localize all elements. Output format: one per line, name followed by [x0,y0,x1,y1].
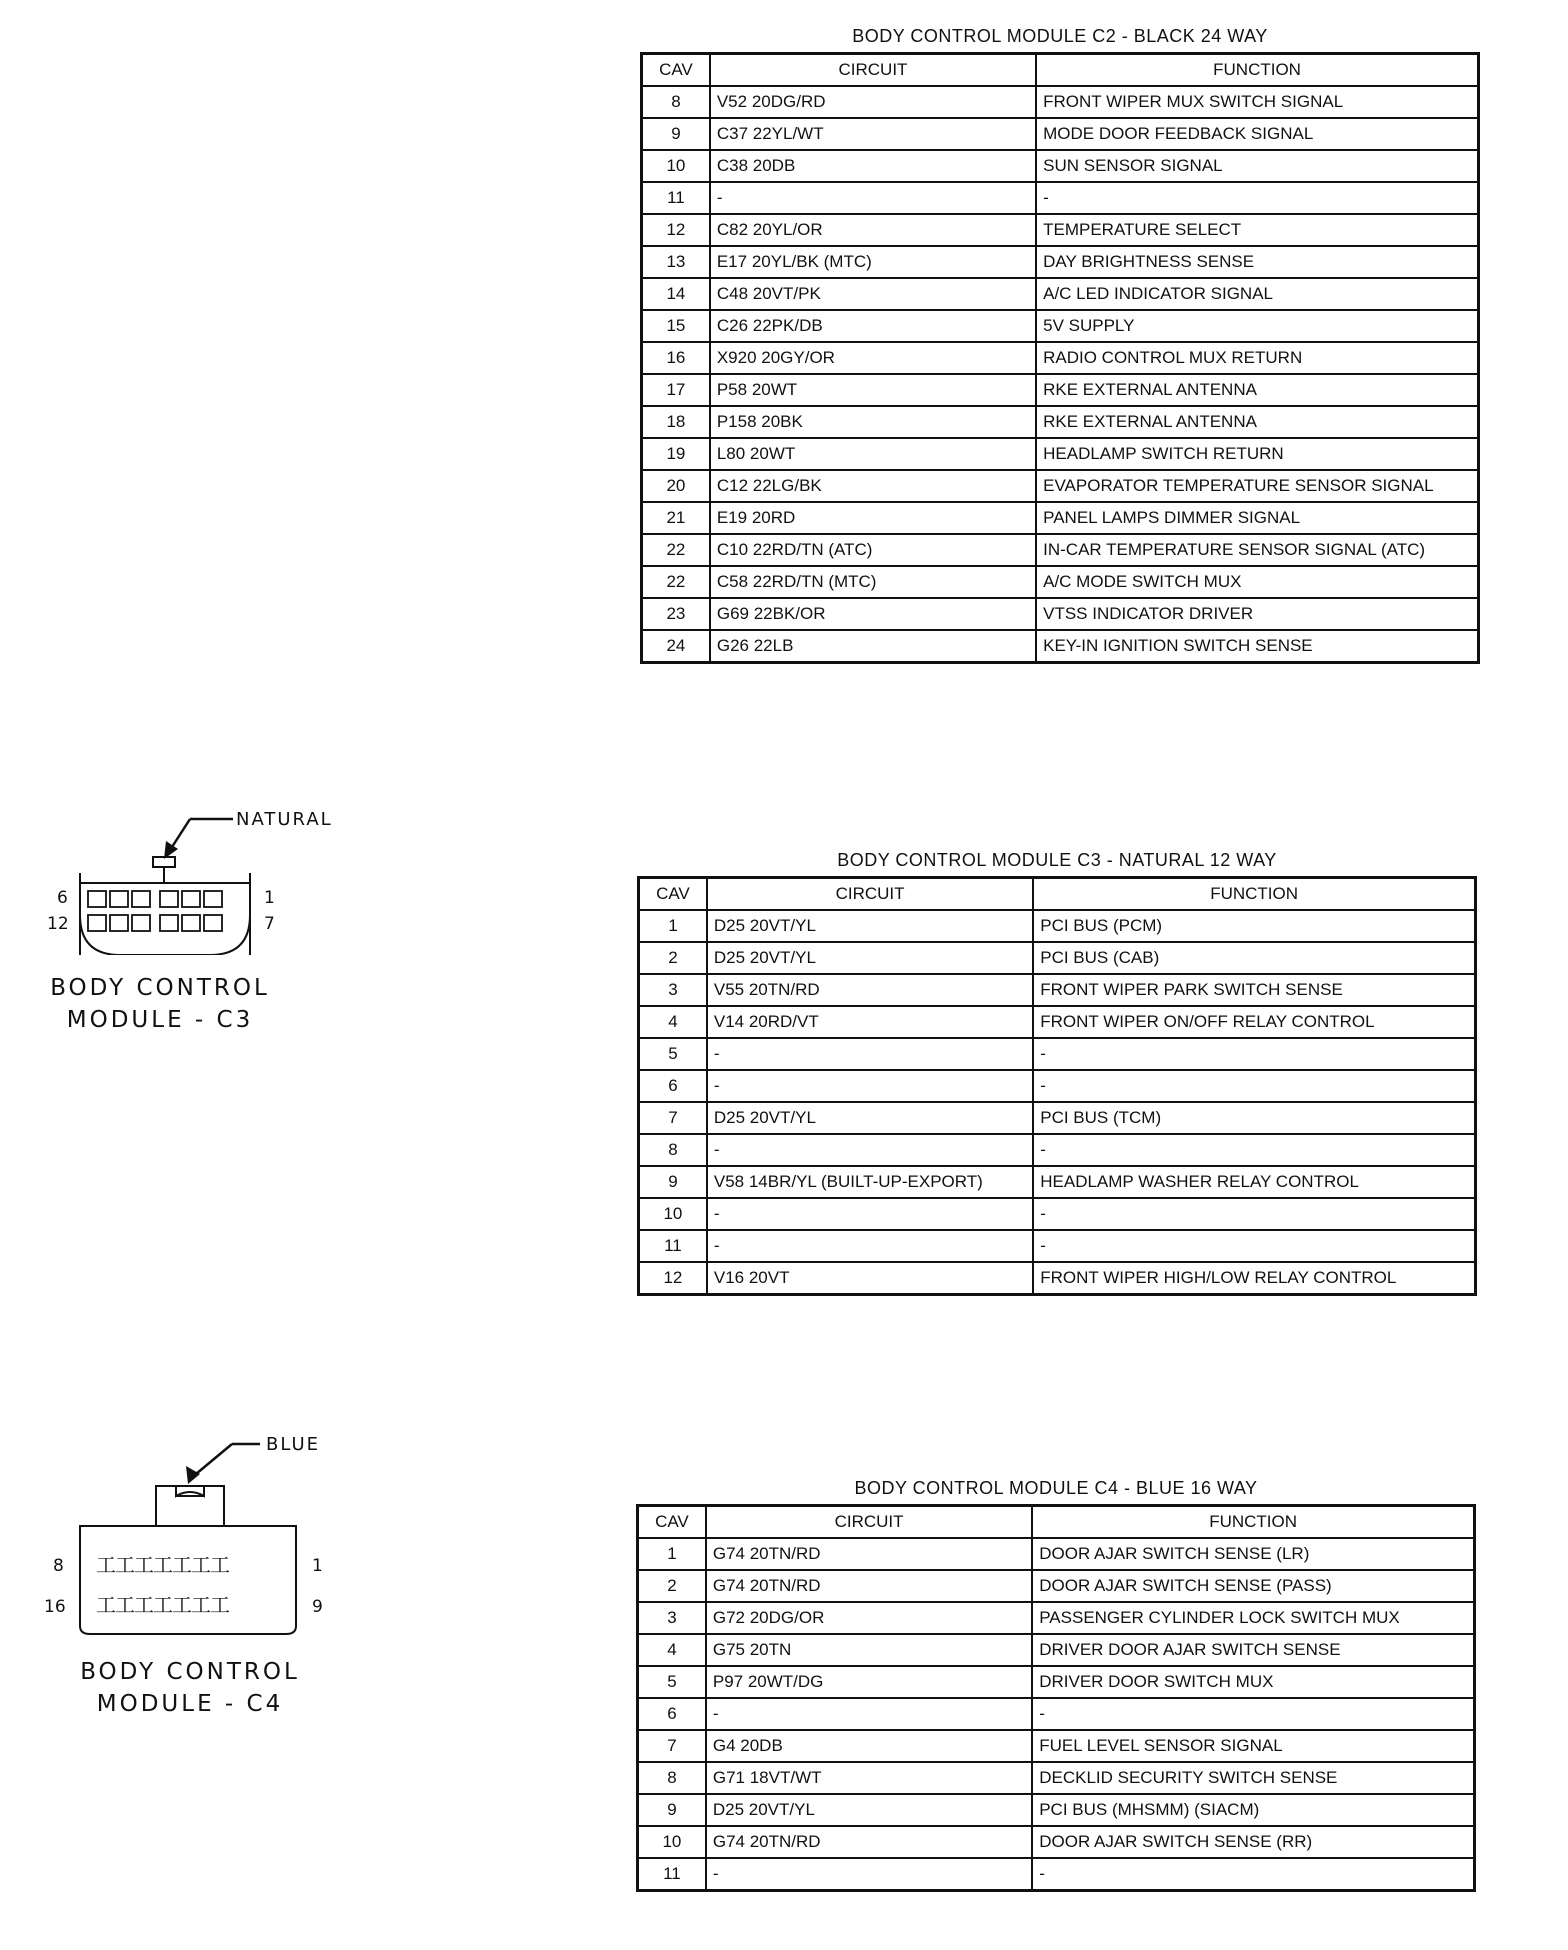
table-row [638,1570,1475,1602]
c4-terminal-rows [96,1553,230,1617]
function-cell: MODE DOOR FEEDBACK SIGNAL [1036,118,1478,150]
c4-name-line1: BODY CONTROL [80,1659,300,1685]
function-cell: - [1033,1134,1475,1166]
circuit-cell: - [707,1134,1033,1166]
table-row [638,1762,1475,1794]
c3-name-line1: BODY CONTROL [50,975,270,1001]
cav-cell: 19 [642,438,710,470]
cav-cell: 3 [639,974,707,1006]
table-row [638,1538,1475,1570]
circuit-cell: P158 20BK [710,406,1036,438]
function-cell: FRONT WIPER MUX SWITCH SIGNAL [1036,86,1478,118]
cav-cell: 22 [642,566,710,598]
function-cell: PANEL LAMPS DIMMER SIGNAL [1036,502,1478,534]
table-row [638,1858,1475,1891]
table-row [638,1698,1475,1730]
c4-table-title: BODY CONTROL MODULE C4 - BLUE 16 WAY [854,1478,1258,1498]
cav-cell: 8 [639,1134,707,1166]
circuit-cell: V16 20VT [707,1262,1033,1295]
c4-name-line2: MODULE - C4 [96,1691,284,1717]
c4-arrow-head [186,1466,200,1484]
svg-text:工工工工工工工: 工工工工工工工 [96,1553,229,1577]
circuit-cell: G71 18VT/WT [706,1762,1032,1794]
function-cell: RKE EXTERNAL ANTENNA [1036,374,1478,406]
function-cell: PCI BUS (TCM) [1033,1102,1475,1134]
function-cell: PCI BUS (PCM) [1033,910,1475,942]
table-row [639,1134,1476,1166]
circuit-cell: - [706,1858,1032,1891]
c4-pin-9-label: 9 [312,1597,323,1617]
circuit-cell: V58 14BR/YL (BUILT-UP-EXPORT) [707,1166,1033,1198]
c4-connector-diagram [60,1430,320,1640]
circuit-cell: P58 20WT [710,374,1036,406]
c3-connector-name [40,972,280,1036]
c4-pin-1-label: 1 [312,1556,323,1576]
circuit-cell: G74 20TN/RD [706,1538,1032,1570]
cav-cell: 13 [642,246,710,278]
function-cell: DRIVER DOOR SWITCH MUX [1032,1666,1474,1698]
cav-cell: 4 [639,1006,707,1038]
table-row [638,1666,1475,1698]
cav-cell: 1 [638,1538,706,1570]
function-cell: 5V SUPPLY [1036,310,1478,342]
table-row [642,534,1479,566]
function-cell: TEMPERATURE SELECT [1036,214,1478,246]
table-row [642,598,1479,630]
function-cell: A/C MODE SWITCH MUX [1036,566,1478,598]
table-row [639,1198,1476,1230]
cav-cell: 11 [639,1230,707,1262]
cav-cell: 7 [639,1102,707,1134]
circuit-cell: G4 20DB [706,1730,1032,1762]
circuit-cell: X920 20GY/OR [710,342,1036,374]
function-header: FUNCTION [1033,878,1475,911]
function-cell: - [1032,1858,1474,1891]
cav-cell: 18 [642,406,710,438]
function-cell: DOOR AJAR SWITCH SENSE (LR) [1032,1538,1474,1570]
function-header: FUNCTION [1036,54,1478,87]
svg-text:工工工工工工工: 工工工工工工工 [96,1593,229,1617]
c4-leader-arrow [196,1444,260,1474]
c3-table-title: BODY CONTROL MODULE C3 - NATURAL 12 WAY [837,850,1277,870]
c3-pin-7-label: 7 [264,914,275,934]
c3-leader-arrow [172,819,233,847]
table-row [642,150,1479,182]
function-cell: DRIVER DOOR AJAR SWITCH SENSE [1032,1634,1474,1666]
function-cell: HEADLAMP SWITCH RETURN [1036,438,1478,470]
table-row [639,1166,1476,1198]
table-row [642,374,1479,406]
cav-cell: 2 [638,1570,706,1602]
cav-cell: 5 [639,1038,707,1070]
cav-cell: 8 [642,86,710,118]
table-row [639,910,1476,942]
table-row [638,1826,1475,1858]
circuit-cell: - [710,182,1036,214]
circuit-cell: C10 22RD/TN (ATC) [710,534,1036,566]
table-row [642,86,1479,118]
function-cell: FRONT WIPER ON/OFF RELAY CONTROL [1033,1006,1475,1038]
cav-cell: 2 [639,942,707,974]
cav-cell: 22 [642,534,710,566]
table-row [642,118,1479,150]
cav-cell: 5 [638,1666,706,1698]
table-row [639,1038,1476,1070]
cav-cell: 14 [642,278,710,310]
circuit-cell: C82 20YL/OR [710,214,1036,246]
cav-header: CAV [638,1506,706,1539]
cav-cell: 15 [642,310,710,342]
cav-header: CAV [642,54,710,87]
cav-cell: 23 [642,598,710,630]
c3-name-line2: MODULE - C3 [66,1007,254,1033]
cav-cell: 12 [639,1262,707,1295]
cav-cell: 10 [639,1198,707,1230]
table-row [639,942,1476,974]
function-cell: - [1033,1230,1475,1262]
c4-connector-name [70,1656,310,1720]
function-cell: FRONT WIPER PARK SWITCH SENSE [1033,974,1475,1006]
table-row [642,182,1479,214]
c3-pin-6-label: 6 [57,888,68,908]
cav-cell: 4 [638,1634,706,1666]
circuit-cell: D25 20VT/YL [707,1102,1033,1134]
circuit-cell: G74 20TN/RD [706,1826,1032,1858]
circuit-cell: D25 20VT/YL [706,1794,1032,1826]
circuit-cell: G72 20DG/OR [706,1602,1032,1634]
function-cell: DAY BRIGHTNESS SENSE [1036,246,1478,278]
circuit-header: CIRCUIT [710,54,1036,87]
circuit-cell: C12 22LG/BK [710,470,1036,502]
function-cell: PASSENGER CYLINDER LOCK SWITCH MUX [1032,1602,1474,1634]
c4-color-label: BLUE [266,1434,321,1455]
cav-cell: 16 [642,342,710,374]
table-row [639,974,1476,1006]
cav-cell: 11 [642,182,710,214]
function-cell: DOOR AJAR SWITCH SENSE (PASS) [1032,1570,1474,1602]
table-row [642,342,1479,374]
table-row [639,1102,1476,1134]
table-row [642,438,1479,470]
function-cell: - [1033,1198,1475,1230]
c3-pin-12-label: 12 [47,914,69,934]
cav-header: CAV [639,878,707,911]
cav-cell: 6 [639,1070,707,1102]
circuit-cell: - [707,1198,1033,1230]
table-row [642,566,1479,598]
cav-cell: 9 [642,118,710,150]
function-cell: HEADLAMP WASHER RELAY CONTROL [1033,1166,1475,1198]
function-cell: PCI BUS (MHSMM) (SIACM) [1032,1794,1474,1826]
c3-pinout-table [637,876,1477,1296]
table-row [642,470,1479,502]
circuit-cell: V55 20TN/RD [707,974,1033,1006]
cav-cell: 9 [638,1794,706,1826]
circuit-cell: C37 22YL/WT [710,118,1036,150]
cav-cell: 17 [642,374,710,406]
table-row [642,214,1479,246]
circuit-cell: G69 22BK/OR [710,598,1036,630]
cav-cell: 6 [638,1698,706,1730]
circuit-cell: V14 20RD/VT [707,1006,1033,1038]
cav-cell: 11 [638,1858,706,1891]
c3-pin-1-label: 1 [264,888,275,908]
table-row [638,1794,1475,1826]
circuit-cell: - [707,1038,1033,1070]
function-cell: A/C LED INDICATOR SIGNAL [1036,278,1478,310]
cav-cell: 10 [638,1826,706,1858]
function-cell: IN-CAR TEMPERATURE SENSOR SIGNAL (ATC) [1036,534,1478,566]
table-row [639,1006,1476,1038]
table-row [642,406,1479,438]
circuit-cell: - [707,1230,1033,1262]
function-cell: FRONT WIPER HIGH/LOW RELAY CONTROL [1033,1262,1475,1295]
c4-pin-8-label: 8 [53,1556,64,1576]
c4-pinout-table [636,1504,1476,1892]
function-cell: - [1036,182,1478,214]
cav-cell: 21 [642,502,710,534]
c3-connector-diagram [60,805,360,955]
function-cell: DECKLID SECURITY SWITCH SENSE [1032,1762,1474,1794]
function-cell: RKE EXTERNAL ANTENNA [1036,406,1478,438]
c4-pin-16-label: 16 [44,1597,66,1617]
circuit-cell: E17 20YL/BK (MTC) [710,246,1036,278]
c3-cavity-grid [88,891,222,931]
c2-pinout-table [640,52,1480,664]
circuit-cell: C26 22PK/DB [710,310,1036,342]
cav-cell: 20 [642,470,710,502]
circuit-cell: G26 22LB [710,630,1036,663]
circuit-cell: P97 20WT/DG [706,1666,1032,1698]
circuit-cell: C58 22RD/TN (MTC) [710,566,1036,598]
table-row [638,1634,1475,1666]
cav-cell: 1 [639,910,707,942]
function-cell: RADIO CONTROL MUX RETURN [1036,342,1478,374]
function-cell: KEY-IN IGNITION SWITCH SENSE [1036,630,1478,663]
circuit-cell: L80 20WT [710,438,1036,470]
circuit-cell: D25 20VT/YL [707,942,1033,974]
circuit-cell: C48 20VT/PK [710,278,1036,310]
function-cell: FUEL LEVEL SENSOR SIGNAL [1032,1730,1474,1762]
cav-cell: 12 [642,214,710,246]
cav-cell: 10 [642,150,710,182]
circuit-cell: - [706,1698,1032,1730]
table-row [638,1730,1475,1762]
function-cell: - [1032,1698,1474,1730]
table-row [638,1602,1475,1634]
circuit-header: CIRCUIT [706,1506,1032,1539]
circuit-cell: G74 20TN/RD [706,1570,1032,1602]
circuit-cell: - [707,1070,1033,1102]
function-cell: EVAPORATOR TEMPERATURE SENSOR SIGNAL [1036,470,1478,502]
function-header: FUNCTION [1032,1506,1474,1539]
function-cell: DOOR AJAR SWITCH SENSE (RR) [1032,1826,1474,1858]
cav-cell: 8 [638,1762,706,1794]
circuit-cell: C38 20DB [710,150,1036,182]
circuit-cell: G75 20TN [706,1634,1032,1666]
function-cell: - [1033,1038,1475,1070]
cav-cell: 7 [638,1730,706,1762]
cav-cell: 3 [638,1602,706,1634]
table-row [642,310,1479,342]
table-row [642,246,1479,278]
table-row [642,278,1479,310]
circuit-cell: V52 20DG/RD [710,86,1036,118]
function-cell: SUN SENSOR SIGNAL [1036,150,1478,182]
function-cell: - [1033,1070,1475,1102]
c2-table-title: BODY CONTROL MODULE C2 - BLACK 24 WAY [852,26,1268,46]
table-row [639,1070,1476,1102]
cav-cell: 9 [639,1166,707,1198]
circuit-header: CIRCUIT [707,878,1033,911]
table-row [639,1262,1476,1295]
table-row [639,1230,1476,1262]
circuit-cell: D25 20VT/YL [707,910,1033,942]
cav-cell: 24 [642,630,710,663]
table-row [642,630,1479,663]
function-cell: PCI BUS (CAB) [1033,942,1475,974]
function-cell: VTSS INDICATOR DRIVER [1036,598,1478,630]
c3-color-label: NATURAL [236,809,333,830]
table-row [642,502,1479,534]
circuit-cell: E19 20RD [710,502,1036,534]
